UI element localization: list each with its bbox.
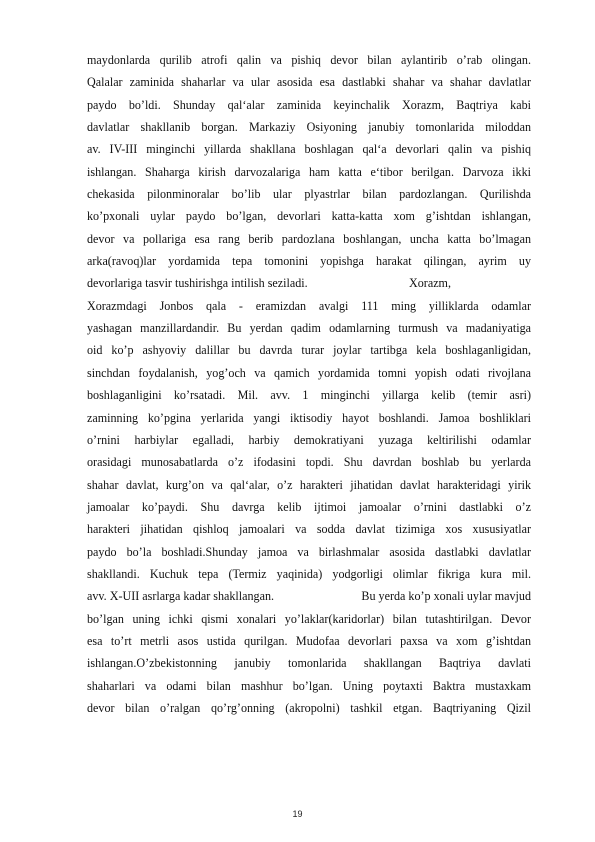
text-line-split: [87, 585, 531, 607]
text-line: bo’lgan uning ichki qismi xonalari yo’laklar(karidorlar) bilan tutashtirilgan. Devor: [87, 611, 531, 626]
text-line: zaminning ko’pgina yerlarida yangi iktisodiy hayot boshlandi. Jamoa boshliklari: [87, 410, 531, 425]
text-line: paydo bo’ldi. Shunday qal‘alar zaminida keyinchalik Xorazm, Baqtriya kabi: [87, 97, 531, 112]
body-text: [87, 49, 531, 719]
text-line: Qalalar zaminida shaharlar va ular asosida esa dastlabki shahar va shahar davlatlar: [87, 75, 531, 90]
text-line: arka(ravoq)lar yordamida tepa tomonini yopishga harakat qilingan, ayrim uy: [87, 254, 531, 269]
text-line: oid ko’p ashyoviy dalillar bu davrda turar joylar tartibga kela boshlaganligidan,: [87, 343, 531, 358]
text-line: orasidagi munosabatlarda o’z ifodasini topdi. Shu davrdan boshlab bu yerlarda: [87, 455, 531, 470]
text-line: Xorazmdagi Jonbos qala - eramizdan avalgi 111 ming yilliklarda odamlar: [87, 298, 531, 313]
text-line: devor va pollariga esa rang berib pardozlana boshlangan, uncha katta bo’lmagan: [87, 231, 531, 246]
text-line: paydo bo’la boshladi.Shunday jamoa va birlashmalar asosida dastlabki davlatlar: [87, 544, 531, 559]
text-line: boshlaganligini ko’rsatadi. Mil. avv. 1 minginchi yillarga kelib (temir asri): [87, 388, 531, 403]
text-line: maydonlarda qurilib atrofi qalin va pishiq devor bilan aylantirib o’rab olingan.: [87, 53, 531, 67]
text-line: harakteri jihatidan qishloq jamoalari va sodda davlat tizimiga xos xususiyatlar: [87, 522, 531, 537]
text-line-split: [87, 272, 531, 294]
text-line: av. IV-III minginchi yillarda shakllana boshlagan qal‘a devorlari qalin va pishiq: [87, 142, 531, 157]
text-line: yashagan manzillardandir. Bu yerdan qadim odamlarning turmush va madaniyatiga: [87, 321, 531, 336]
text-line: jamoalar ko’paydi. Shu davrga kelib ijtimoi jamoalar o’rnini dastlabki o’z: [87, 499, 531, 514]
text-line: sinchdan foydalanish, yog’och va qamich yordamida tomni yopish odati rivojlana: [87, 365, 531, 380]
text-line: ko’pxonali uylar paydo bo’lgan, devorlari katta-katta xom g’ishtdan ishlangan,: [87, 209, 531, 224]
text-line: shaharlari va odami bilan mashhur bo’lgan. Uning poytaxti Baktra mustaxkam: [87, 678, 531, 693]
text-line-left: devorlariga tasvir tushirishga intilish seziladi.: [87, 276, 308, 291]
text-line: shahar davlat, kurg’on va qal‘alar, o’z harakteri jihatidan davlat harakteridagi yirik: [87, 477, 531, 492]
text-line: ishlangan.O’zbekistonning janubiy tomonlarida shakllangan Baqtriya davlati: [87, 656, 531, 671]
text-line: devor bilan o’ralgan qo’rg’onning (akropolni) tashkil etgan. Baqtriyaning Qizil: [87, 700, 531, 715]
text-line-right: Xorazm,: [409, 276, 451, 291]
text-line: ishlangan. Shaharga kirish darvozalariga ham katta e‘tibor berilgan. Darvoza ikki: [87, 164, 531, 179]
text-line-right: Bu yerda ko’p xonali uylar mavjud: [361, 589, 531, 604]
text-line: chekasida pilonminoralar bo’lib ular plyastrlar bilan pardozlangan. Qurilishda: [87, 187, 531, 202]
text-line-left: avv. X-UII asrlarga kadar shakllangan.: [87, 589, 275, 604]
text-line: o’rnini harbiylar egalladi, harbiy demokratiyani yuzaga keltirilishi odamlar: [87, 432, 531, 447]
text-line: davlatlar shakllanib borgan. Markaziy Osiyoning janubiy tomonlarida miloddan: [87, 120, 531, 135]
text-line: shakllandi. Kuchuk tepa (Termiz yaqinida) yodgorligi olimlar fikriga kura mil.: [87, 566, 531, 581]
page-number: 19: [292, 809, 303, 819]
text-line: esa to’rt metrli asos ustida qurilgan. Mudofaa devorlari paxsa va xom g’ishtdan: [87, 633, 531, 648]
